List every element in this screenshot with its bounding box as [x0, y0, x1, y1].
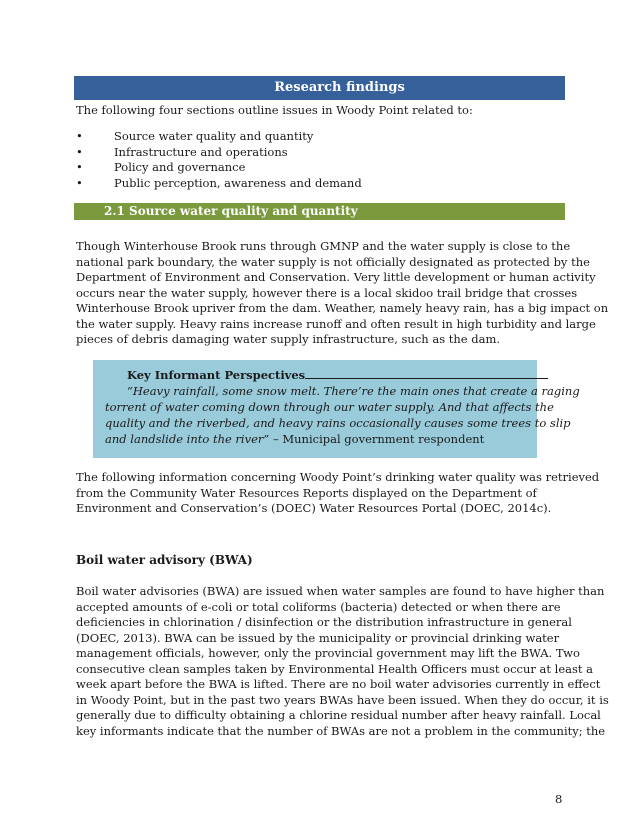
section-title: Research findings [274, 80, 405, 95]
subsection-header [74, 203, 565, 220]
section-header [74, 76, 565, 100]
intro-text: The following four sections outline issues in Woody Point related to: [76, 103, 473, 117]
quote-attribution: Municipal government respondent [282, 432, 485, 446]
paragraph-bwa: Boil water advisories (BWA) are issued when water samples are found to have higher than accepted amounts of e-coli or total coliforms (bacteria) detected or when there are deficiencies in chlorination / disinfection or the distribution infrastructure in general (DOEC, 2013). BWA can be issued by the municipality or provincial drinking water management officials, however, only the provincial government may lift the BWA. Two consecutive clean samples taken by Environmental Health Officers must occur at least a week apart before the BWA is lifted. There are no boil water advisories currently in effect in Woody Point, but in the past two years BWAs have been issued. When they do occur, it is generally due to difficulty obtaining a chlorine residual number after heavy rainfall. Local key informants indicate that the number of BWAs are not a problem in the community; the [76, 584, 609, 738]
bullet-icon: • [76, 144, 83, 159]
bwa-heading: Boil water advisory (BWA) [76, 553, 253, 567]
bullet-icon: • [76, 160, 83, 174]
key-informant-box [93, 360, 580, 458]
list-item: • Public perception, awareness and demand [76, 175, 362, 190]
key-informant-quote: “Heavy rainfall, some snow melt. There’re the main ones that create a raging torrent of water coming down through our water supply. And that affects the quality and the riverbed, and heavy rains occasionally causes some trees to slip and landslide into the river” – Municipal government respondent [105, 384, 580, 446]
paragraph-source-water: Though Winterhouse Brook runs through GMNP and the water supply is close to the national park boundary, the water supply is not officially designated as protected by the Department of Environment and Conservation. Very little development or human activity occurs near the water supply, however there is a local skidoo trail bridge that crosses Winterhouse Brook upriver from the dam. Weather, namely heavy rain, has a big impact on the water supply. Heavy rains increase runoff and often result in high turbidity and large pieces of debris damaging water supply infrastructure, such as the dam. [76, 239, 609, 346]
paragraph-water-quality-source: The following information concerning Woody Point’s drinking water quality was retrieved from the Community Water Resources Reports displayed on the Department of Environment and Conservation’s (DOEC) Water Resources Portal (DOEC, 2014c). [76, 470, 600, 515]
title-underline [305, 369, 548, 379]
list-item: • Policy and governance [76, 160, 246, 174]
key-informant-title: Key Informant Perspectives [105, 367, 527, 383]
bullet-icon: • [76, 129, 83, 143]
bullet-list [76, 129, 362, 191]
page-number: 8 [555, 792, 563, 806]
list-item: • Infrastructure and operations [76, 144, 288, 159]
list-item: • Source water quality and quantity [76, 129, 314, 143]
bullet-icon: • [76, 175, 83, 190]
subsection-title: 2.1 Source water quality and quantity [104, 204, 358, 218]
